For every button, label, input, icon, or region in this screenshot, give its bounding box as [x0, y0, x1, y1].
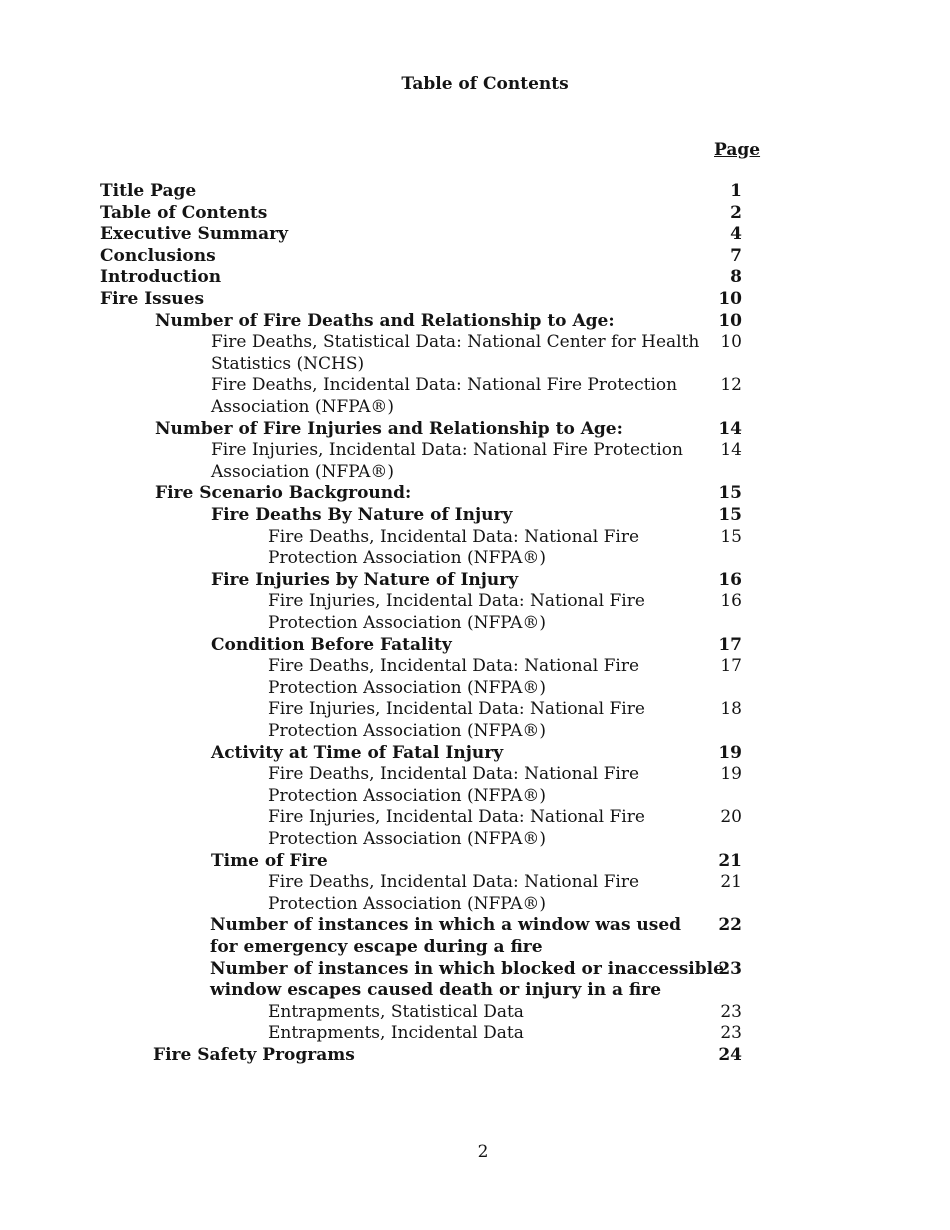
toc-page-number: 14 [720, 440, 742, 461]
toc-page-number: 23 [720, 1023, 742, 1044]
toc-entry-text: Entrapments, Incidental Data [268, 1023, 524, 1044]
toc-page-number: 15 [718, 483, 742, 504]
toc-page-number: 21 [718, 850, 742, 871]
toc-page-number: 16 [718, 569, 742, 590]
toc-page-number: 12 [720, 375, 742, 396]
toc-page-number: 23 [720, 1001, 742, 1022]
toc-page-number: 17 [720, 656, 742, 677]
toc-page-number: 10 [718, 310, 742, 331]
toc-page-number: 8 [730, 267, 742, 288]
toc-page-number: 4 [730, 224, 742, 245]
toc-entry-text: Entrapments, Statistical Data [268, 1001, 524, 1022]
toc-entry-text: Protection Association (NFPA®) [268, 893, 547, 914]
toc-entry-text: Number of Fire Injuries and Relationship to Age: [155, 418, 623, 439]
toc-entry-text: Fire Deaths, Incidental Data: National Fire Protection [211, 375, 678, 396]
toc-entry-text: Fire Deaths, Incidental Data: National Fire [268, 872, 640, 893]
toc-page-number: 10 [720, 332, 742, 353]
toc-entry-text: Executive Summary [100, 224, 289, 245]
toc-page-number: 19 [718, 742, 742, 763]
toc-entry-text: Protection Association (NFPA®) [268, 785, 547, 806]
toc-entry-text: Fire Injuries by Nature of Injury [211, 569, 519, 590]
toc-page-number: 20 [720, 807, 742, 828]
toc-page-number: 1 [730, 181, 742, 201]
toc-page-number: 17 [718, 634, 742, 655]
toc-entry-text: Fire Scenario Background: [155, 483, 412, 504]
toc-entry-text: Protection Association (NFPA®) [268, 720, 547, 741]
toc-page-number: 23 [718, 958, 742, 979]
toc-entry-text: for emergency escape during a fire [210, 936, 543, 957]
toc-page-number: 21 [720, 872, 742, 893]
toc-entry-text: Fire Deaths, Incidental Data: National Fire [268, 764, 640, 785]
toc-entry-text: Protection Association (NFPA®) [268, 612, 547, 633]
toc-entry-text: Fire Injuries, Incidental Data: National Fire [268, 699, 645, 720]
toc-entry-text: Number of instances in which a window was used [210, 915, 682, 936]
toc-page-number: 14 [718, 418, 742, 439]
toc-entry-text: Table of Contents [100, 202, 268, 223]
toc-entry-text: Time of Fire [211, 850, 328, 871]
toc-page-number: 18 [720, 699, 742, 720]
toc-entry-text: Condition Before Fatality [211, 634, 452, 655]
toc-entry-text: Number of instances in which blocked or inaccessible [210, 958, 724, 979]
toc-entry-text: Fire Deaths, Incidental Data: National Fire [268, 656, 640, 677]
toc-page-number: 16 [720, 591, 742, 612]
toc-entry-text: Association (NFPA®) [211, 396, 394, 417]
toc-page-number: 15 [718, 505, 742, 525]
toc-entry-text: Conclusions [100, 245, 216, 266]
toc-page-number: 2 [730, 202, 742, 223]
toc-entry-text: Protection Association (NFPA®) [268, 828, 547, 849]
toc-entry-text: window escapes caused death or injury in a fire [210, 980, 662, 1001]
toc-page-number: 19 [720, 764, 742, 785]
footer-page-number: 2 [477, 1142, 489, 1162]
toc-entry-text: Fire Issues [100, 289, 205, 309]
page-column-header: Page [714, 140, 761, 160]
toc-entry-text: Statistics (NCHS) [211, 353, 365, 374]
toc-entry-text: Activity at Time of Fatal Injury [211, 742, 504, 763]
toc-page-number: 22 [718, 915, 742, 936]
page-title: Table of Contents [401, 74, 569, 94]
toc-entry-text: Fire Deaths By Nature of Injury [211, 505, 513, 525]
toc-entry-text: Fire Safety Programs [153, 1045, 355, 1065]
toc-entry-text: Fire Injuries, Incidental Data: National Fire Protection [211, 440, 683, 461]
toc-entry-text: Title Page [100, 181, 197, 201]
toc-page-number: 7 [730, 245, 742, 266]
toc-entry-text: Protection Association (NFPA®) [268, 548, 547, 569]
toc-entry-text: Fire Injuries, Incidental Data: National Fire [268, 807, 645, 828]
toc-page-number: 10 [718, 289, 742, 309]
toc-page-number: 15 [720, 526, 742, 547]
toc-entry-text: Number of Fire Deaths and Relationship to Age: [155, 310, 615, 331]
toc-page-number: 24 [718, 1045, 742, 1065]
toc-entry-text: Association (NFPA®) [211, 461, 394, 482]
toc-entry-text: Fire Deaths, Incidental Data: National Fire [268, 526, 640, 547]
toc-entry-text: Protection Association (NFPA®) [268, 677, 547, 698]
toc-entry-text: Fire Deaths, Statistical Data: National Center for Health [211, 332, 700, 353]
toc-entry-text: Introduction [100, 267, 222, 288]
toc-entry-text: Fire Injuries, Incidental Data: National Fire [268, 591, 645, 612]
